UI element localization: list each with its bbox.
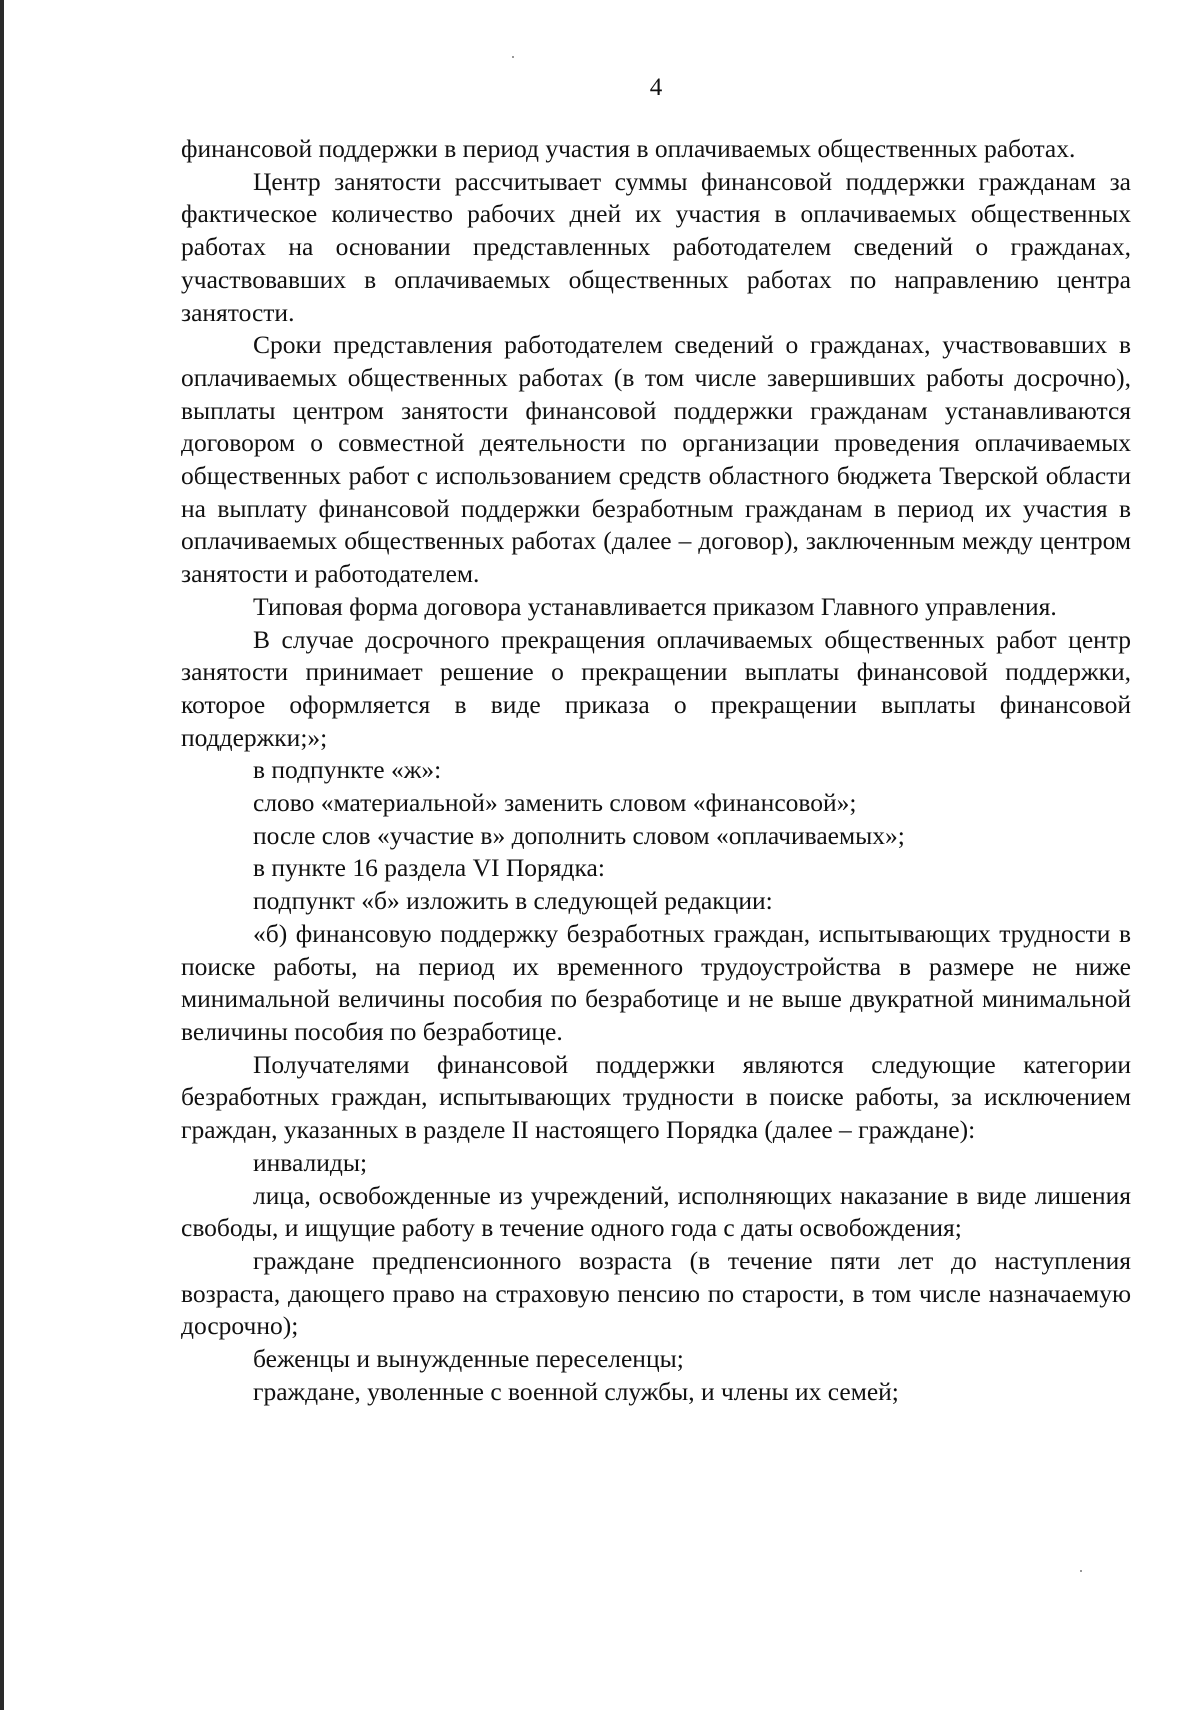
paragraph: В случае досрочного прекращения оплачиваемых общественных работ центр занятости принимает решение о прекращении выплаты финансовой поддержки, которое оформляется в виде приказа о прекращении выплаты финансовой поддержки;»; [181,624,1131,752]
scan-speck [1080,1570,1082,1572]
paragraph: в пункте 16 раздела VI Порядка: [253,853,605,883]
paragraph: «б) финансовую поддержку безработных граждан, испытывающих трудности в поиске работы, на период их временного трудоустройства в размере не ниже минимальной величины пособия по безработице и не выше двукратной минимальной величины пособия по безработице. [181,918,1131,1046]
scan-edge [0,0,4,1710]
paragraph-continuation: финансовой поддержки в период участия в оплачиваемых общественных работах. [181,134,1076,163]
paragraph: Получателями финансовой поддержки являются следующие категории безработных граждан, испытывающих трудности в поиске работы, за исключением граждан, указанных в разделе II настоящего Порядка (далее – граждане): [181,1049,1131,1145]
list-item: лица, освобожденные из учреждений, исполняющих наказание в виде лишения свободы, и ищущие работу в течение одного года с даты освобождения; [181,1180,1131,1243]
paragraph: слово «материальной» заменить словом «финансовой»; [253,788,857,818]
scan-speck [512,56,514,58]
paragraph: в подпункте «ж»: [253,755,442,785]
document-body [181,133,1131,1408]
paragraph: Сроки представления работодателем сведений о гражданах, участвовавших в оплачиваемых общественных работах (в том числе завершивших работы досрочно), выплаты центром занятости финансовой поддержки гражданам устанавливаются договором о совместной деятельности по организации проведения оплачиваемых общественных работ с использованием средств областного бюджета Тверской области на выплату финансовой поддержки безработным гражданам в период их участия в оплачиваемых общественных работах (далее – договор), заключенным между центром занятости и работодателем. [181,330,1131,589]
paragraph: Типовая форма договора устанавливается приказом Главного управления. [253,591,1057,621]
list-item: инвалиды; [253,1147,368,1177]
paragraph: Центр занятости рассчитывает суммы финансовой поддержки гражданам за фактическое количество рабочих дней их участия в оплачиваемых общественных работах на основании представленных работодателем сведений о гражданах, участвовавших в оплачиваемых общественных работах по направлению центра занятости. [181,166,1131,327]
paragraph: после слов «участие в» дополнить словом «оплачиваемых»; [253,820,905,850]
list-item: граждане предпенсионного возраста (в течение пяти лет до наступления возраста, дающего право на страховую пенсию по старости, в том числе назначаемую досрочно); [181,1245,1131,1341]
page-number: 4 [649,74,663,101]
list-item: граждане, уволенные с военной службы, и члены их семей; [253,1376,899,1406]
paragraph: подпункт «б» изложить в следующей редакции: [253,886,773,916]
list-item: беженцы и вынужденные переселенцы; [253,1344,684,1374]
